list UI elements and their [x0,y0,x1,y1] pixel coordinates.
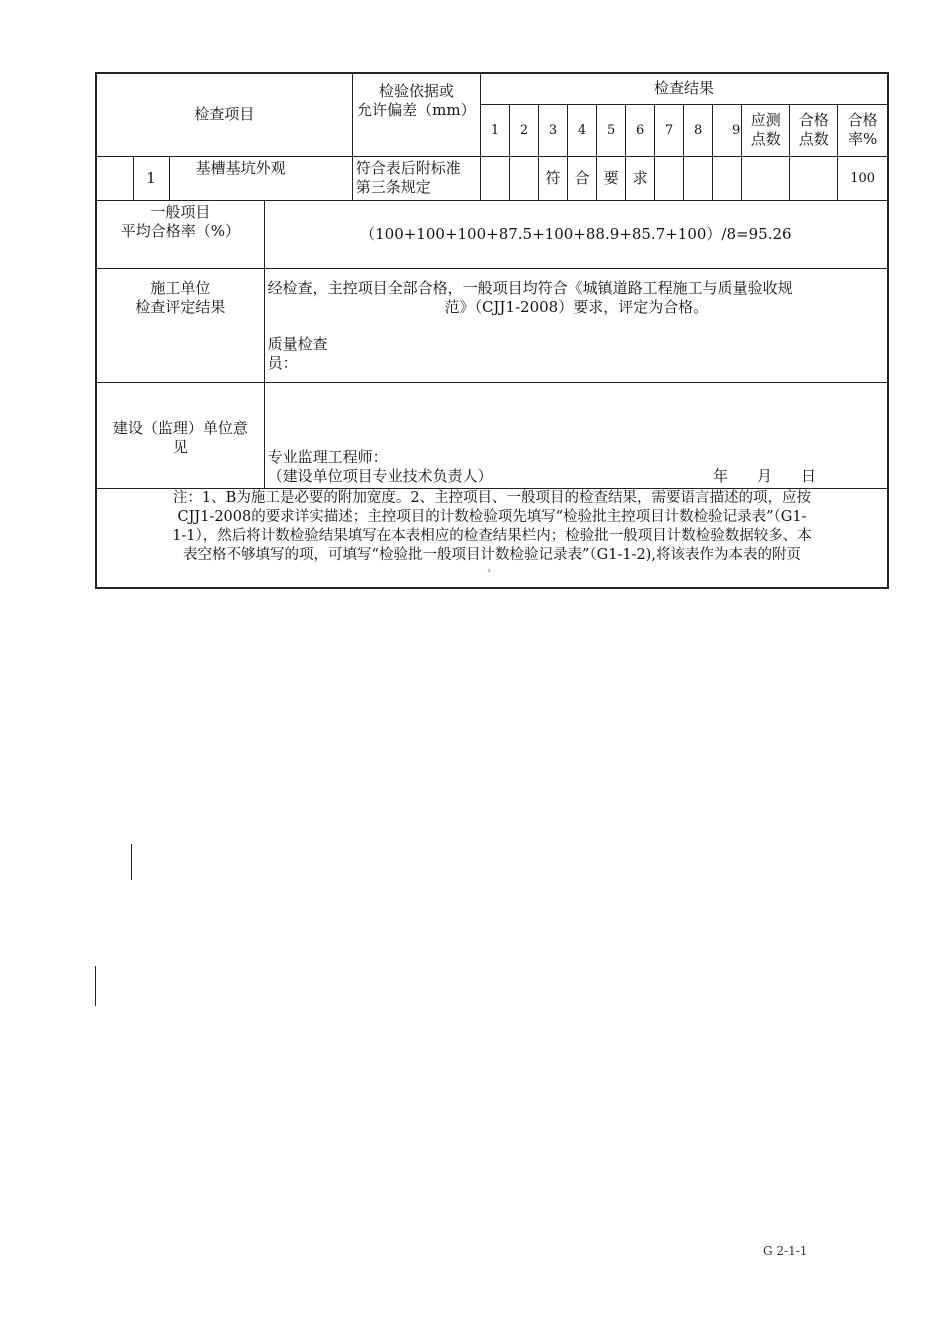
note-line5: 。 [487,563,497,574]
pass-points [790,156,838,200]
construction-text-line2: 范》（CJJ1-2008）要求，评定为合格。 [444,297,709,316]
header-pass-points-line2: 点数 [798,130,829,148]
date-day: 日 [801,466,817,485]
point-value: 合 [568,156,597,200]
row-blank [96,156,133,200]
general-label-line2: 平均合格率（%） [120,221,240,240]
general-row [96,200,888,268]
header-should-count [742,104,790,156]
point-value [684,156,713,200]
row-index: 1 [133,156,169,200]
construction-text-line1: 经检查，主控项目全部合格，一般项目均符合《城镇道路工程施工与质量验收规 [267,278,793,297]
inspection-form-table [95,72,889,589]
header-result-label: 检查结果 [480,73,888,104]
point-value [655,156,684,200]
note-row [96,488,888,588]
point-number: 1 [480,104,509,156]
point-number: 4 [568,104,597,156]
point-value [509,156,538,200]
supervision-row [96,382,888,488]
supervision-engineer: 专业监理工程师： [267,447,388,466]
header-should-line2: 点数 [750,130,781,148]
point-number: 5 [597,104,626,156]
note-line1: 注：1、B为施工是必要的附加宽度。2、主控项目、一般项目的检查结果，需要语言描述的项，应按 [172,489,812,506]
construction-label-line1: 施工单位 [150,278,211,297]
point-number: 6 [626,104,655,156]
point-number: 9 [713,104,742,156]
general-label-line1: 一般项目 [150,202,211,221]
stray-line [131,844,132,880]
should-count [742,156,790,200]
row-basis [352,156,480,200]
inspector-line1: 质量检查 [267,334,328,353]
supervision-label-line2: 见 [172,438,188,456]
header-basis-line1: 检验依据或 [378,82,454,100]
header-should-line1: 应测 [750,111,781,129]
header-pass-rate [838,104,888,156]
supervision-content [264,382,888,488]
supervision-sign-row [268,467,887,486]
pass-rate: 100 [838,156,888,200]
header-item-label: 检查项目 [96,73,352,156]
sign-date [713,467,821,486]
point-value [480,156,509,200]
supervision-label-line1: 建设（监理）单位意 [112,419,248,437]
row-basis-line1: 符合表后附标准 [355,158,461,177]
header-pass-rate-line2: 率% [848,130,878,148]
inspector-line2: 员： [267,353,298,372]
point-number: 2 [509,104,538,156]
header-pass-rate-line1: 合格 [847,111,878,129]
supervision-label [96,382,264,488]
header-basis-line2: 允许偏差（mm） [357,101,476,119]
point-value [713,156,742,200]
row-item-name: 基槽基坑外观 [169,156,352,200]
supervision-owner: （建设单位项目专业技术负责人） [267,466,493,485]
row-basis-line2: 第三条规定 [355,177,431,196]
note-content [96,488,888,588]
construction-row [96,268,888,382]
point-value: 要 [597,156,626,200]
general-formula: （100+100+100+87.5+100+88.9+85.7+100）/8=95.26 [264,200,888,268]
construction-label [96,268,264,382]
general-label [96,200,264,268]
header-pass-points [790,104,838,156]
construction-label-line2: 检查评定结果 [135,297,226,316]
note-line4: 表空格不够填写的项，可填写“检验批一般项目计数检验记录表”（G1-1-2),将该表作为本表的附页 [183,546,801,563]
header-basis [352,73,480,156]
table-row [96,156,888,200]
point-value: 符 [539,156,568,200]
stray-line [95,966,96,1006]
point-number: 3 [539,104,568,156]
date-month: 月 [757,466,773,485]
note-line2: CJJ1-2008的要求详实描述；主控项目的计数检验项先填写“检验批主控项目计数检验记录表”（G1- [177,508,807,525]
date-year: 年 [713,466,729,485]
form-code: G 2-1-1 [763,1244,808,1258]
point-value: 求 [626,156,655,200]
header-pass-points-line1: 合格 [798,111,829,129]
construction-content [264,268,888,382]
point-number: 8 [684,104,713,156]
point-number: 7 [655,104,684,156]
note-line3: 1-1），然后将计数检验结果填写在本表相应的检查结果栏内；检验批一般项目计数检验数据较多、本 [172,527,812,544]
